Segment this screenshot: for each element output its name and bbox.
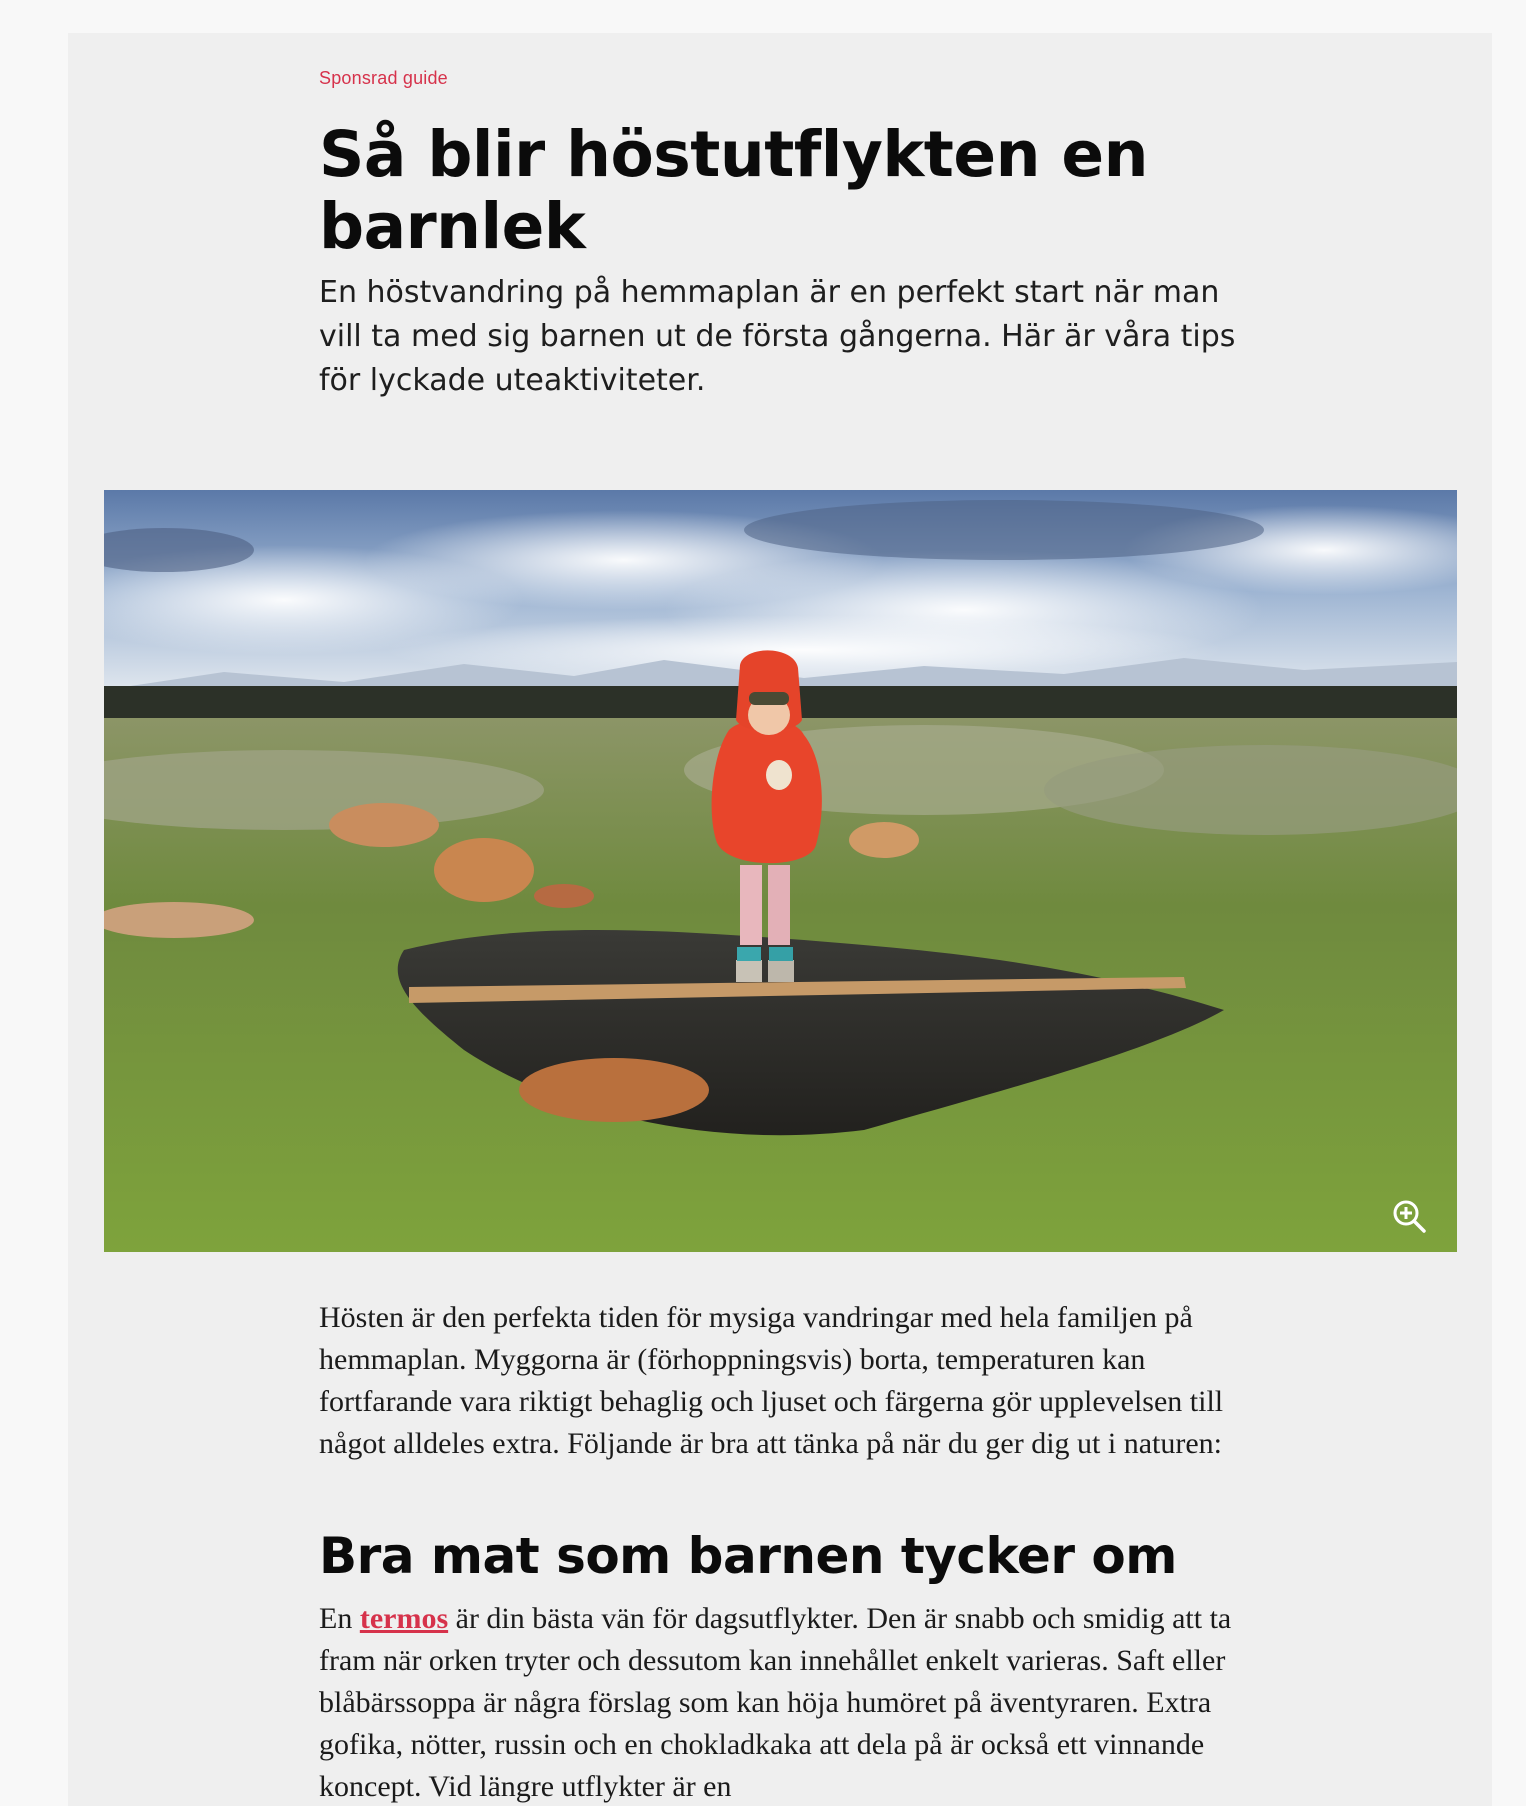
zoom-in-icon — [1389, 1196, 1429, 1236]
paragraph-text-start: En — [319, 1602, 360, 1635]
article-paragraph-2 — [319, 1598, 1249, 1806]
section-heading: Bra mat som barnen tycker om — [319, 1527, 1177, 1585]
article-lead: En höstvandring på hemmaplan är en perfekt start när man vill ta med sig barnen ut de första gångerna. Här är våra tips för lyckade uteaktiviteter. — [319, 275, 1236, 398]
hero-image[interactable] — [104, 490, 1457, 1252]
termos-link[interactable]: termos — [359, 1602, 449, 1635]
article-headline: Så blir höstutflykten en barnlek — [319, 118, 1148, 263]
zoom-in-button[interactable] — [1389, 1196, 1429, 1236]
article — [68, 33, 1492, 1806]
article-paragraph: Hösten är den perfekta tiden för mysiga vandringar med hela familjen på hemmaplan. Myggorna är (förhoppningsvis) borta, temperaturen kan fortfarande vara riktigt behaglig och ljuset och färgerna gör upplevelsen till något alldeles extra. Följande är bra att tänka på när du ger dig ut i naturen: — [319, 1301, 1224, 1460]
paragraph-text-rest: är din bästa vän för dagsutflykter. Den är snabb och smidig att ta fram när orken tryter och dessutom kan innehållet enkelt varieras. Saft eller blåbärssoppa är några förslag som kan höja humöret på äventyraren. Extra gofika, nötter, russin och en chokladkaka att dela på är också ett vinnande koncept. Vid längre utflykter är en — [319, 1602, 1232, 1803]
hero-photo — [104, 490, 1457, 1252]
sponsored-label: Sponsrad guide — [319, 68, 448, 88]
